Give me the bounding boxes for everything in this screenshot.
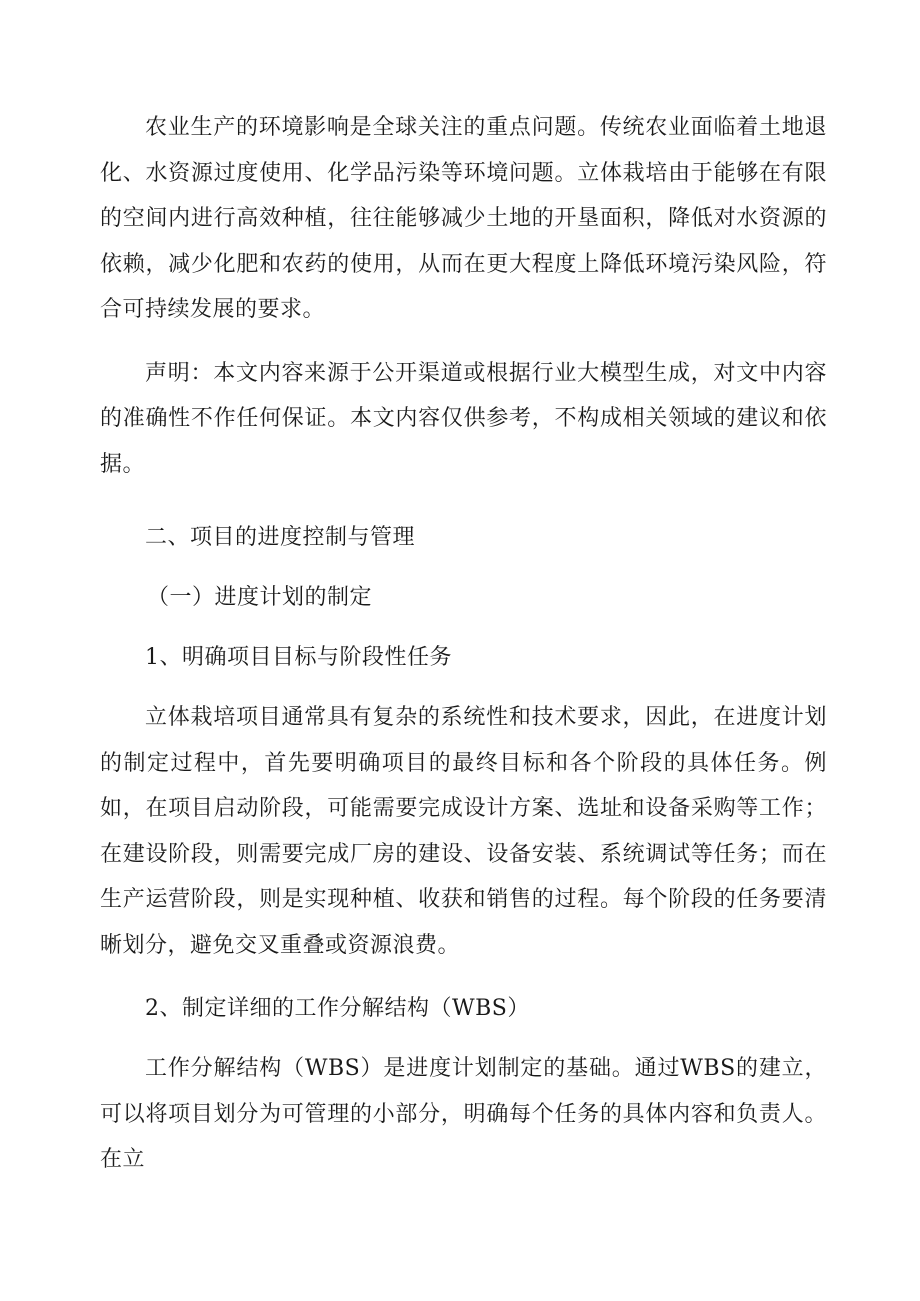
item-heading-1: 1、明确项目目标与阶段性任务	[145, 645, 452, 670]
paragraph-wbs: 工作分解结构（WBS）是进度计划制定的基础。通过WBS的建立，可以将项目划分为可管理的小部分，明确每个任务的具体内容和负责人。在立	[100, 1056, 827, 1172]
section-heading: 二、项目的进度控制与管理	[145, 525, 416, 550]
paragraph-objectives: 立体栽培项目通常具有复杂的系统性和技术要求，因此，在进度计划的制定过程中，首先要明确项目的最终目标和各个阶段的具体任务。例如，在项目启动阶段，可能需要完成设计方案、选址和设备采购等工作；在建设阶段，则需要完成厂房的建设、设备安装、系统调试等任务；而在生产运营阶段，则是实现种植、收获和销售的过程。每个阶段的任务要清晰划分，避免交叉重叠或资源浪费。	[100, 705, 827, 958]
paragraph-disclaimer: 声明：本文内容来源于公开渠道或根据行业大模型生成，对文中内容的准确性不作任何保证。本文内容仅供参考，不构成相关领域的建议和依据。	[100, 360, 827, 477]
paragraph-environment: 农业生产的环境影响是全球关注的重点问题。传统农业面临着土地退化、水资源过度使用、化学品污染等环境问题。立体栽培由于能够在有限的空间内进行高效种植，往往能够减少土地的开垦面积，降低对水资源的依赖，减少化肥和农药的使用，从而在更大程度上降低环境污染风险，符合可持续发展的要求。	[100, 115, 827, 322]
document-body	[100, 105, 827, 1183]
subsection-heading: （一）进度计划的制定	[147, 585, 373, 610]
item-heading-2: 2、制定详细的工作分解结构（WBS）	[145, 996, 530, 1021]
